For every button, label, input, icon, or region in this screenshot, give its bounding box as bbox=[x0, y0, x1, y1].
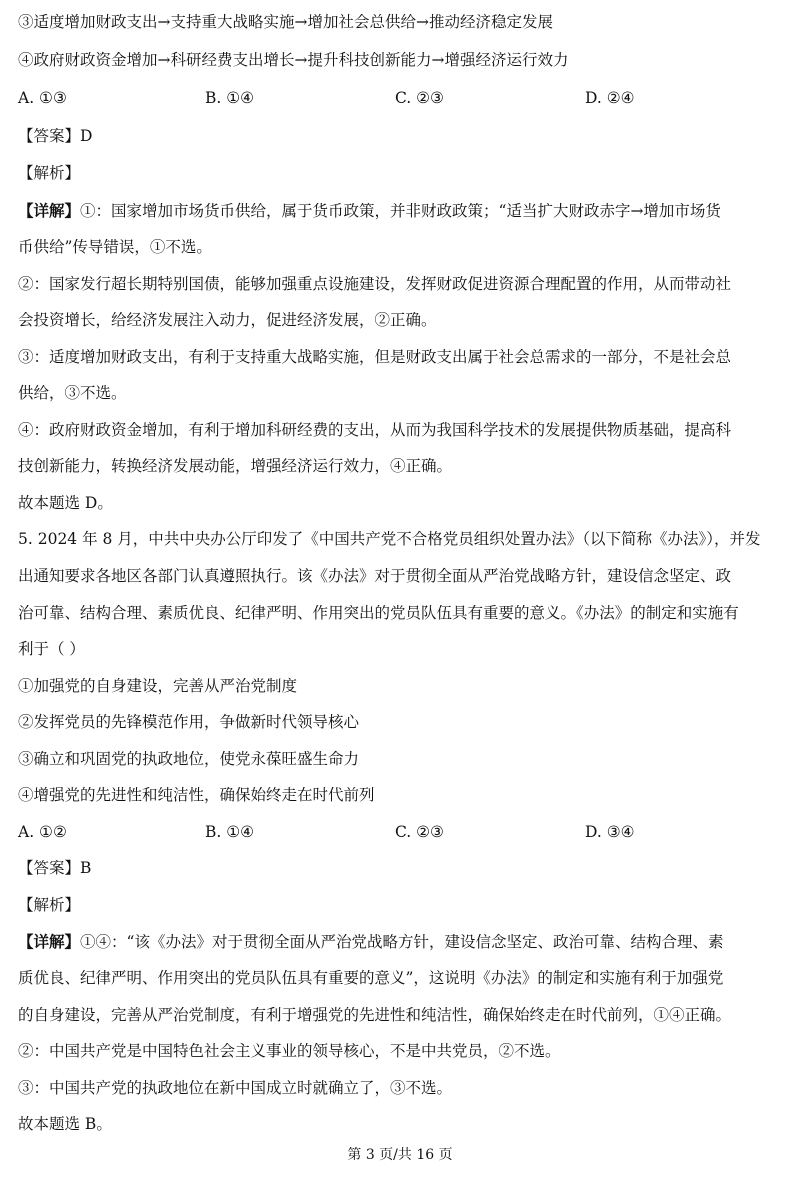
q4-detail-tag: 【详解】 bbox=[18, 201, 81, 220]
page-footer: 第 3 页/共 16 页 bbox=[347, 1147, 453, 1163]
q5-statement-2: ②发挥党员的先锋模范作用，争做新时代领导核心 bbox=[18, 713, 360, 731]
q5-stem-line: 治可靠、结构合理、素质优良、纪律严明、作用突出的党员队伍具有重要的意义。《办法》的制定和实施有 bbox=[18, 604, 739, 622]
q5-answer: 【答案】B bbox=[18, 859, 92, 877]
q4-option-c: C. ②③ bbox=[395, 89, 444, 107]
q4-detail-line: ③：适度增加财政支出，有利于支持重大战略实施，但是财政支出属于社会总需求的一部分，不是社会总 bbox=[18, 348, 732, 366]
q5-detail-line bbox=[18, 932, 782, 952]
q4-detail-line: 供给，③不选。 bbox=[18, 384, 127, 402]
q5-stem-line: 出通知要求各地区各部门认真遵照执行。该《办法》对于贯彻全面从严治党战略方针，建设信念坚定、政 bbox=[18, 567, 732, 585]
q5-option-d: D. ③④ bbox=[585, 823, 635, 841]
q5-conclusion: 故本题选 B。 bbox=[18, 1115, 112, 1133]
q4-option-b: B. ①④ bbox=[205, 89, 255, 107]
q5-detail-line: 的自身建设，完善从严治党制度，有利于增强党的先进性和纯洁性，确保始终走在时代前列，①④正确。 bbox=[18, 1006, 732, 1024]
q5-stem-line: 5. 2024 年 8 月，中共中央办公厅印发了《中国共产党不合格党员组织处置办法》（以下简称《办法》），并发 bbox=[18, 530, 761, 548]
q4-answer: 【答案】D bbox=[18, 127, 93, 145]
q4-analysis-heading: 【解析】 bbox=[18, 164, 81, 182]
q4-detail-line: 技创新能力，转换经济发展动能，增强经济运行效力，④正确。 bbox=[18, 457, 453, 475]
q5-statement-1: ①加强党的自身建设，完善从严治党制度 bbox=[18, 677, 298, 695]
q4-conclusion: 故本题选 D。 bbox=[18, 494, 113, 512]
q4-statement-4: ④政府财政资金增加→科研经费支出增长→提升科技创新能力→增强经济运行效力 bbox=[18, 51, 569, 69]
q4-detail-line: ④：政府财政资金增加，有利于增加科研经费的支出，从而为我国科学技术的发展提供物质基础，提高科 bbox=[18, 421, 732, 439]
q4-option-d: D. ②④ bbox=[585, 89, 635, 107]
q4-detail-line: 币供给”传导错误，①不选。 bbox=[18, 238, 212, 256]
q5-analysis-heading: 【解析】 bbox=[18, 896, 81, 914]
q4-option-a: A. ①③ bbox=[18, 89, 67, 107]
q5-stem-line: 利于（ ） bbox=[18, 640, 85, 658]
q5-detail-line: 质优良、纪律严明、作用突出的党员队伍具有重要的意义”，这说明《办法》的制定和实施有利于加强党 bbox=[18, 969, 724, 987]
q5-option-c: C. ②③ bbox=[395, 823, 444, 841]
q4-detail-text: ①：国家增加市场货币供给，属于货币政策，并非财政政策；“适当扩大财政赤字→增加市场货 bbox=[80, 202, 721, 220]
q5-statement-4: ④增强党的先进性和纯洁性，确保始终走在时代前列 bbox=[18, 786, 375, 804]
q5-detail-line: ③：中国共产党的执政地位在新中国成立时就确立了，③不选。 bbox=[18, 1079, 453, 1097]
q4-detail-line: ②：国家发行超长期特别国债，能够加强重点设施建设，发挥财政促进资源合理配置的作用，从而带动社 bbox=[18, 275, 732, 293]
q4-detail-line bbox=[18, 201, 782, 221]
q5-detail-line: ②：中国共产党是中国特色社会主义事业的领导核心，不是中共党员，②不选。 bbox=[18, 1042, 561, 1060]
q5-detail-text: ①④：“该《办法》对于贯彻全面从严治党战略方针，建设信念坚定、政治可靠、结构合理、素 bbox=[80, 933, 724, 951]
q5-detail-tag: 【详解】 bbox=[18, 932, 81, 951]
q5-statement-3: ③确立和巩固党的执政地位，使党永葆旺盛生命力 bbox=[18, 750, 360, 768]
q5-option-b: B. ①④ bbox=[205, 823, 255, 841]
q4-statement-3: ③适度增加财政支出→支持重大战略实施→增加社会总供给→推动经济稳定发展 bbox=[18, 13, 553, 31]
q4-detail-line: 会投资增长，给经济发展注入动力，促进经济发展，②正确。 bbox=[18, 311, 437, 329]
q5-option-a: A. ①② bbox=[18, 823, 67, 841]
